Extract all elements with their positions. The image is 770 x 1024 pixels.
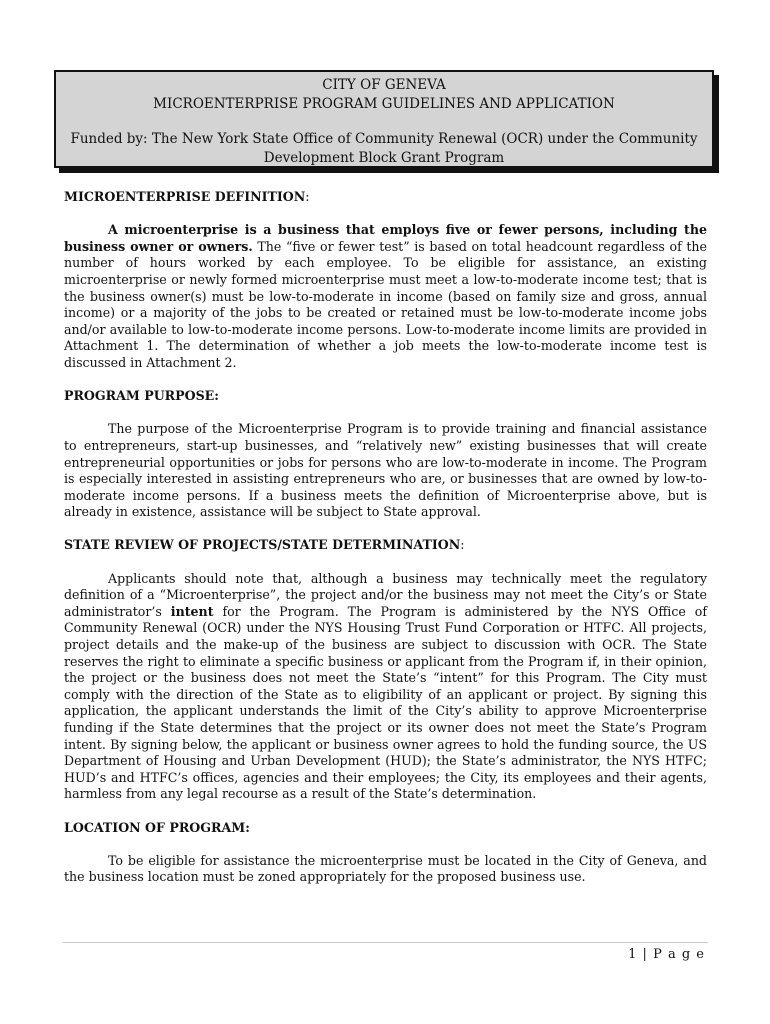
document-body (64, 189, 707, 886)
location-paragraph: To be eligible for assistance the microenterprise must be located in the City of Geneva, and the business location must be zoned appropriately for the proposed business use. (64, 852, 707, 885)
review-paragraph: Applicants should note that, although a business may technically meet the regulatory definition of a “Microenterprise”, the project and/or the business may not meet the City’s or State administrator’s intent for the Program. The Program is administered by the NYS Office of Community Renewal (OCR) under the NYS Housing Trust Fund Corporation or HTFC. All projects, project details and the make-up of the business are subject to discussion with OCR. The State reserves the right to eliminate a specific business or applicant from the Program if, in their opinion, the project or the business does not meet the State’s “intent” for this Program. The City must comply with the direction of the State as to eligibility of an applicant or project. By signing this application, the applicant understands the limit of the City’s ability to approve Microenterprise funding if the State determines that the project or its owner does not meet the State’s Program intent. By signing below, the applicant or business owner agrees to hold the funding source, the US Department of Housing and Urban Development (HUD); the State’s administrator, the NYS HTFC; HUD’s and HTFC’s offices, agencies and their employees; the City, its employees and their agents, harmless from any legal recourse as a result of the State’s determination. (64, 570, 707, 802)
title-box (54, 70, 714, 168)
funding-line-2: Development Block Grant Program (263, 149, 505, 166)
purpose-heading: PROGRAM PURPOSE: (64, 388, 219, 404)
footer-divider (62, 942, 708, 943)
definition-bold-lead: A microenterprise is a business that employs five or fewer persons, including the business owner or owners. (64, 222, 707, 254)
definition-paragraph: A microenterprise is a business that employs five or fewer persons, including the business owner or owners. The “five or fewer test” is based on total headcount regardless of the number of hours worked by each employee. To be eligible for assistance, an existing microenterprise or newly formed microenterprise must meet a low-to-moderate income test; that is the business owner(s) must be low-to-moderate in income (based on family size and gross, annual income) or a majority of the jobs to be created or retained must be low-to-moderate income jobs and/or available to low-to-moderate income persons. Low-to-moderate income limits are provided in Attachment 1. The determination of whether a job meets the low-to-moderate income test is discussed in Attachment 2. (64, 222, 707, 370)
location-heading: LOCATION OF PROGRAM: (64, 819, 250, 835)
page-number: 1 | P a g e (628, 947, 705, 962)
city-title: CITY OF GENEVA (322, 77, 446, 93)
funding-line-1: Funded by: The New York State Office of Community Renewal (OCR) under the Community (70, 131, 698, 147)
purpose-paragraph: The purpose of the Microenterprise Program is to provide training and financial assistance to entrepreneurs, start-up businesses, and “relatively new” existing businesses that will create entrepreneurial opportunities or jobs for persons who are low-to-moderate in income. The Program is especially interested in assisting entrepreneurs who are, or businesses that are owned by low-to-moderate income persons. If a business meets the definition of Microenterprise above, but is already in existence, assistance will be subject to State approval. (64, 421, 707, 520)
program-title: MICROENTERPRISE PROGRAM GUIDELINES AND APPLICATION (153, 95, 615, 112)
definition-heading: MICROENTERPRISE DEFINITION: (64, 189, 310, 204)
intent-emphasis: intent (170, 603, 214, 619)
review-heading: STATE REVIEW OF PROJECTS/STATE DETERMINATION: (64, 537, 465, 553)
